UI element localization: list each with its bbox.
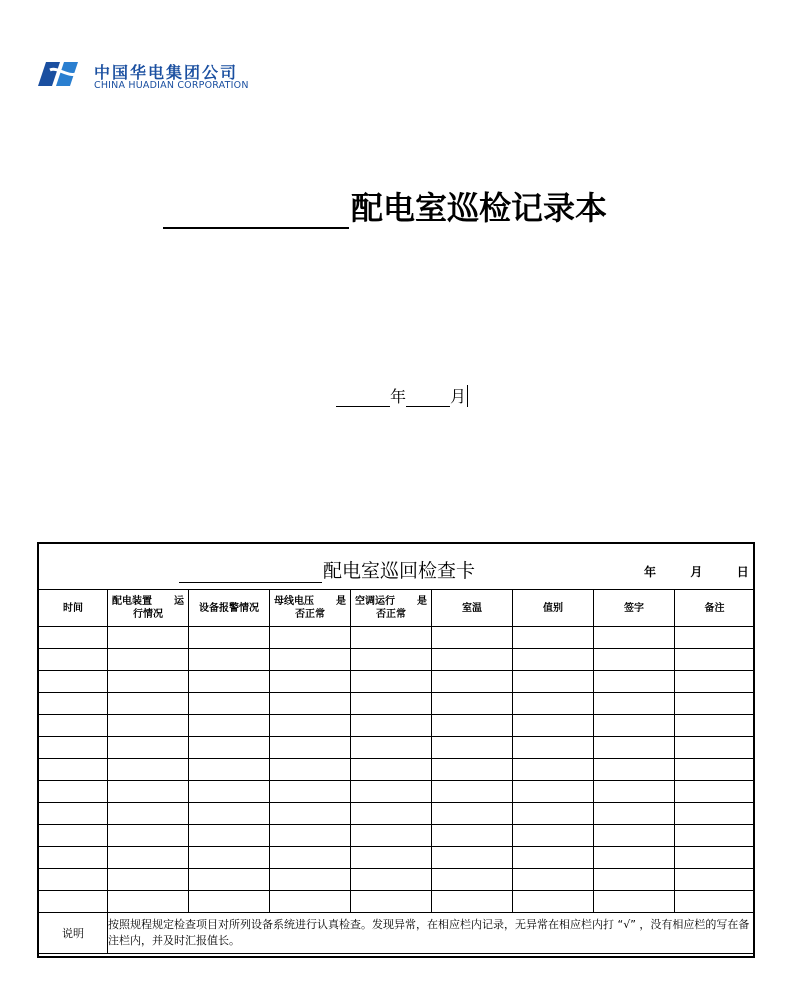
table-row [39, 693, 755, 715]
inspection-table [38, 589, 755, 954]
table-cell[interactable] [39, 869, 108, 891]
table-cell[interactable] [108, 715, 189, 737]
table-cell[interactable] [594, 825, 675, 847]
table-cell[interactable] [351, 649, 432, 671]
table-cell[interactable] [270, 825, 351, 847]
header-alarm: 设备报警情况 [189, 590, 270, 627]
note-label: 说明 [39, 913, 108, 954]
table-cell[interactable] [108, 693, 189, 715]
table-cell[interactable] [39, 671, 108, 693]
table-cell[interactable] [432, 693, 513, 715]
table-cell[interactable] [513, 781, 594, 803]
table-cell[interactable] [270, 869, 351, 891]
header-bus-voltage: 母线电压 是 否正常 [270, 590, 351, 627]
card-date [644, 563, 749, 580]
company-name-cn: 中国华电集团公司 [94, 63, 239, 82]
table-cell[interactable] [39, 803, 108, 825]
table-cell[interactable] [108, 759, 189, 781]
table-cell[interactable] [270, 627, 351, 649]
header-ac-status: 空调运行 是 否正常 [351, 590, 432, 627]
table-cell[interactable] [108, 781, 189, 803]
table-cell[interactable] [189, 869, 270, 891]
text-cursor [467, 385, 468, 407]
table-cell[interactable] [675, 825, 755, 847]
table-cell[interactable] [351, 693, 432, 715]
table-cell[interactable] [39, 825, 108, 847]
table-cell[interactable] [594, 759, 675, 781]
table-cell[interactable] [351, 759, 432, 781]
table-cell[interactable] [189, 649, 270, 671]
table-cell[interactable] [594, 671, 675, 693]
table-cell[interactable] [351, 627, 432, 649]
table-cell[interactable] [594, 869, 675, 891]
table-row [39, 891, 755, 913]
table-header-row [39, 590, 755, 627]
table-cell[interactable] [39, 781, 108, 803]
table-cell[interactable] [189, 627, 270, 649]
table-cell[interactable] [351, 671, 432, 693]
table-cell[interactable] [594, 649, 675, 671]
table-cell[interactable] [513, 825, 594, 847]
table-cell[interactable] [594, 891, 675, 913]
year-label: 年 [390, 387, 407, 406]
table-cell[interactable] [39, 627, 108, 649]
table-row [39, 847, 755, 869]
table-row [39, 869, 755, 891]
table-cell[interactable] [513, 715, 594, 737]
company-logo [36, 58, 276, 94]
table-cell[interactable] [189, 737, 270, 759]
table-cell[interactable] [39, 759, 108, 781]
table-cell[interactable] [189, 847, 270, 869]
table-cell[interactable] [594, 627, 675, 649]
table-cell[interactable] [513, 649, 594, 671]
table-cell[interactable] [270, 671, 351, 693]
table-cell[interactable] [108, 891, 189, 913]
table-cell[interactable] [108, 671, 189, 693]
table-cell[interactable] [513, 627, 594, 649]
header-device-status: 配电装置 运 行情况 [108, 590, 189, 627]
header-time: 时间 [39, 590, 108, 627]
title-text: 配电室巡检记录本 [351, 189, 608, 227]
table-cell[interactable] [675, 715, 755, 737]
table-cell[interactable] [432, 891, 513, 913]
table-cell[interactable] [108, 869, 189, 891]
inspection-card [37, 542, 755, 958]
table-cell[interactable] [351, 781, 432, 803]
table-cell[interactable] [513, 759, 594, 781]
table-cell[interactable] [432, 759, 513, 781]
table-cell[interactable] [432, 825, 513, 847]
table-cell[interactable] [675, 781, 755, 803]
table-cell[interactable] [270, 715, 351, 737]
table-cell[interactable] [108, 737, 189, 759]
table-cell[interactable] [351, 803, 432, 825]
table-cell[interactable] [351, 869, 432, 891]
table-cell[interactable] [513, 869, 594, 891]
table-cell[interactable] [432, 649, 513, 671]
table-cell[interactable] [270, 803, 351, 825]
table-row [39, 803, 755, 825]
table-cell[interactable] [432, 715, 513, 737]
table-cell[interactable] [189, 825, 270, 847]
table-cell[interactable] [189, 693, 270, 715]
table-row [39, 781, 755, 803]
table-cell[interactable] [675, 649, 755, 671]
cover-date-line [336, 384, 468, 407]
table-cell[interactable] [432, 847, 513, 869]
table-cell[interactable] [39, 847, 108, 869]
table-cell[interactable] [594, 781, 675, 803]
table-cell[interactable] [432, 737, 513, 759]
table-cell[interactable] [513, 891, 594, 913]
year-blank[interactable] [336, 388, 390, 407]
table-cell[interactable] [594, 693, 675, 715]
table-cell[interactable] [351, 715, 432, 737]
table-row [39, 737, 755, 759]
table-cell[interactable] [270, 649, 351, 671]
table-cell[interactable] [189, 891, 270, 913]
table-cell[interactable] [594, 737, 675, 759]
table-cell[interactable] [189, 671, 270, 693]
table-cell[interactable] [351, 825, 432, 847]
table-cell[interactable] [432, 671, 513, 693]
table-cell[interactable] [189, 781, 270, 803]
huadian-logo-icon [36, 58, 90, 90]
table-cell[interactable] [675, 693, 755, 715]
table-cell[interactable] [270, 693, 351, 715]
table-cell[interactable] [108, 825, 189, 847]
table-cell[interactable] [675, 737, 755, 759]
table-cell[interactable] [432, 781, 513, 803]
table-cell[interactable] [270, 847, 351, 869]
table-cell[interactable] [513, 737, 594, 759]
header-room-temp: 室温 [432, 590, 513, 627]
table-cell[interactable] [675, 803, 755, 825]
title-blank-line [163, 195, 349, 229]
table-cell[interactable] [675, 671, 755, 693]
table-cell[interactable] [513, 671, 594, 693]
table-cell[interactable] [513, 693, 594, 715]
table-cell[interactable] [432, 869, 513, 891]
company-name-en: CHINA HUADIAN CORPORATION [94, 80, 249, 91]
table-cell[interactable] [594, 803, 675, 825]
table-cell[interactable] [39, 649, 108, 671]
table-row [39, 715, 755, 737]
card-title [179, 556, 475, 583]
table-cell[interactable] [39, 737, 108, 759]
table-cell[interactable] [675, 627, 755, 649]
card-date-day: 日 [736, 565, 749, 579]
card-title-text: 配电室巡回检查卡 [323, 560, 476, 582]
table-cell[interactable] [675, 847, 755, 869]
table-row [39, 649, 755, 671]
note-text: 按照规程规定检查项目对所列设备系统进行认真检查。发现异常，在相应栏内记录，无异常在相应栏内打 “√” ，没有相应栏的写在备注栏内，并及时汇报值长。 [108, 913, 755, 954]
month-blank[interactable] [406, 388, 450, 407]
table-cell[interactable] [108, 847, 189, 869]
table-cell[interactable] [675, 891, 755, 913]
table-cell[interactable] [351, 847, 432, 869]
table-cell[interactable] [189, 803, 270, 825]
table-cell[interactable] [351, 891, 432, 913]
document-title [163, 183, 607, 229]
table-cell[interactable] [108, 803, 189, 825]
header-signature: 签字 [594, 590, 675, 627]
table-cell[interactable] [675, 759, 755, 781]
table-cell[interactable] [270, 781, 351, 803]
table-cell[interactable] [675, 869, 755, 891]
header-remark: 备注 [675, 590, 755, 627]
table-cell[interactable] [39, 693, 108, 715]
table-cell[interactable] [189, 759, 270, 781]
table-cell[interactable] [189, 715, 270, 737]
table-row [39, 825, 755, 847]
table-row [39, 627, 755, 649]
header-shift: 值别 [513, 590, 594, 627]
table-cell[interactable] [39, 891, 108, 913]
table-cell[interactable] [594, 847, 675, 869]
month-label: 月 [450, 387, 467, 406]
note-row [39, 913, 755, 954]
table-body [39, 627, 755, 954]
table-cell[interactable] [594, 715, 675, 737]
table-cell[interactable] [270, 737, 351, 759]
card-title-blank[interactable] [179, 562, 322, 583]
table-cell[interactable] [432, 627, 513, 649]
card-date-month: 月 [690, 565, 703, 579]
card-date-year: 年 [644, 565, 657, 579]
table-cell[interactable] [39, 715, 108, 737]
table-row [39, 759, 755, 781]
table-cell[interactable] [351, 737, 432, 759]
table-cell[interactable] [432, 803, 513, 825]
table-cell[interactable] [270, 759, 351, 781]
table-cell[interactable] [108, 627, 189, 649]
table-row [39, 671, 755, 693]
table-cell[interactable] [108, 649, 189, 671]
table-cell[interactable] [270, 891, 351, 913]
table-cell[interactable] [513, 847, 594, 869]
table-cell[interactable] [513, 803, 594, 825]
